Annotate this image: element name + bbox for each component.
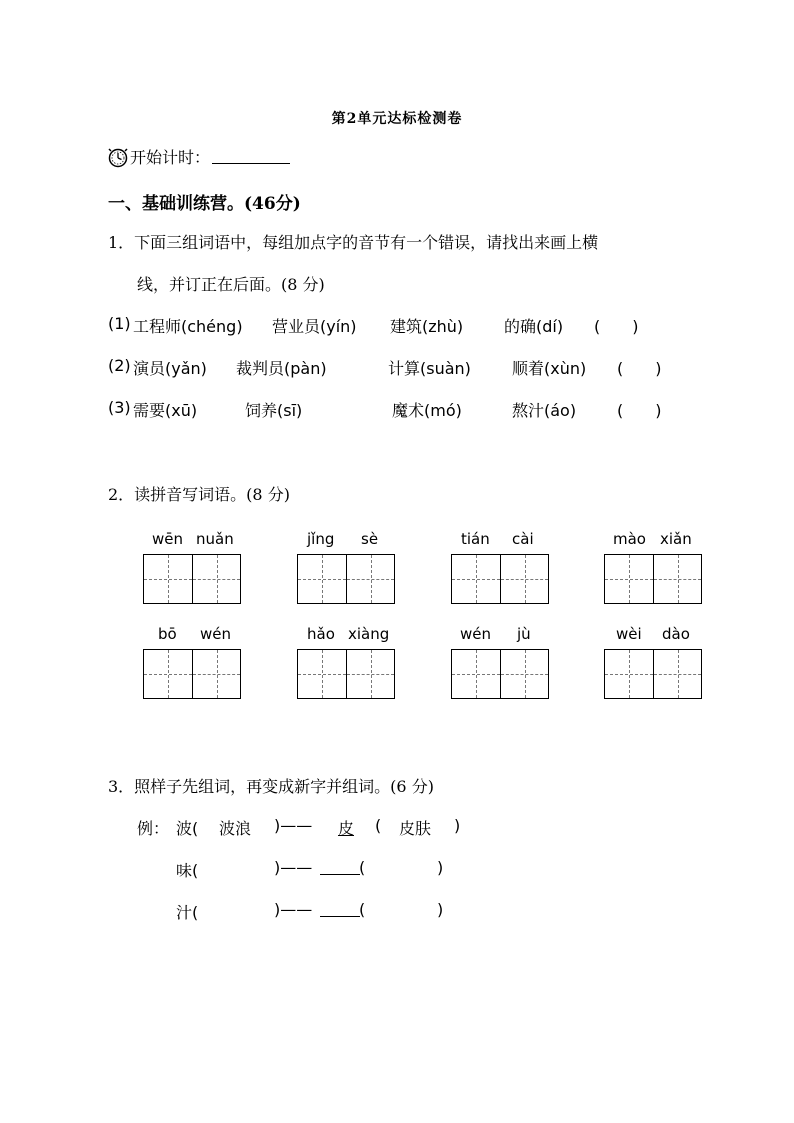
word: 需要(xū) [133,401,198,420]
timer-blank[interactable] [212,162,290,164]
pinyin: cài [512,530,534,548]
pinyin: mào [613,530,646,548]
example-prefix: 例： [137,819,170,838]
answer-paren[interactable]: ( ) [594,317,639,336]
pinyin: tián [461,530,490,548]
row-dash: )—— [274,858,313,877]
example-new-word: 皮肤 [399,819,432,838]
example-open: ( [375,816,382,835]
timer-label: 开始计时： [130,148,211,167]
pinyin: nuǎn [196,530,234,548]
word: 熬汁(áo) [512,401,577,420]
writing-grid[interactable] [143,554,241,604]
section-heading: 一、基础训练营。(46分) [108,194,301,214]
word: 裁判员(pàn) [236,359,327,378]
q3-heading: 3．照样子先组词，再变成新字并组词。(6 分) [108,777,434,796]
answer-paren[interactable]: ( ) [617,359,662,378]
pinyin: wén [460,625,492,643]
pinyin: wén [200,625,232,643]
pinyin: hǎo [307,625,335,643]
word-blank[interactable] [204,856,270,878]
word: 工程师(chéng) [133,317,243,336]
pinyin: jù [517,625,531,643]
pinyin: dào [662,625,690,643]
example-word: 波浪 [219,819,252,838]
pinyin: jǐng [307,530,335,548]
word: 魔术(mó) [392,401,462,420]
word: 的确(dí) [504,317,564,336]
q2-heading: 2．读拼音写词语。(8 分) [108,485,290,504]
word-blank[interactable] [204,898,270,920]
clock-icon [108,148,128,168]
writing-grid[interactable] [604,554,702,604]
writing-grid[interactable] [451,649,549,699]
word: 顺着(xùn) [512,359,587,378]
row-open: ( [359,858,366,877]
new-char-blank[interactable] [320,874,360,875]
writing-grid[interactable] [451,554,549,604]
word: 饲养(sī) [245,401,303,420]
new-char-blank[interactable] [320,916,360,917]
example-dash: )—— [274,816,313,835]
pinyin: xiàng [348,625,390,643]
row-close: ) [437,900,444,919]
writing-grid[interactable] [297,554,395,604]
page-title: 第2单元达标检测卷 [331,111,463,127]
row-number: (3) [108,398,131,417]
row-char: 味( [176,861,199,880]
pinyin: wèi [616,625,642,643]
row-close: ) [437,858,444,877]
q1-line2: 线，并订正在后面。(8 分) [137,275,325,294]
row-open: ( [359,900,366,919]
example-new-char: 皮 [337,819,354,838]
word: 计算(suàn) [388,359,471,378]
example-char: 波( [176,819,199,838]
example-close: ) [454,816,461,835]
pinyin: wēn [152,530,184,548]
pinyin: sè [361,530,379,548]
start-timer [108,145,290,168]
row-number: (2) [108,356,131,375]
answer-paren[interactable]: ( ) [617,401,662,420]
row-number: (1) [108,314,131,333]
pinyin: xiǎn [660,530,692,548]
word: 营业员(yín) [272,317,357,336]
word: 建筑(zhù) [390,317,464,336]
pinyin: bō [158,625,177,643]
writing-grid[interactable] [143,649,241,699]
row-char: 汁( [176,903,199,922]
row-dash: )—— [274,900,313,919]
writing-grid[interactable] [604,649,702,699]
word: 演员(yǎn) [133,359,207,378]
writing-grid[interactable] [297,649,395,699]
q1-line1: 1．下面三组词语中，每组加点字的音节有一个错误，请找出来画上横 [108,233,599,252]
